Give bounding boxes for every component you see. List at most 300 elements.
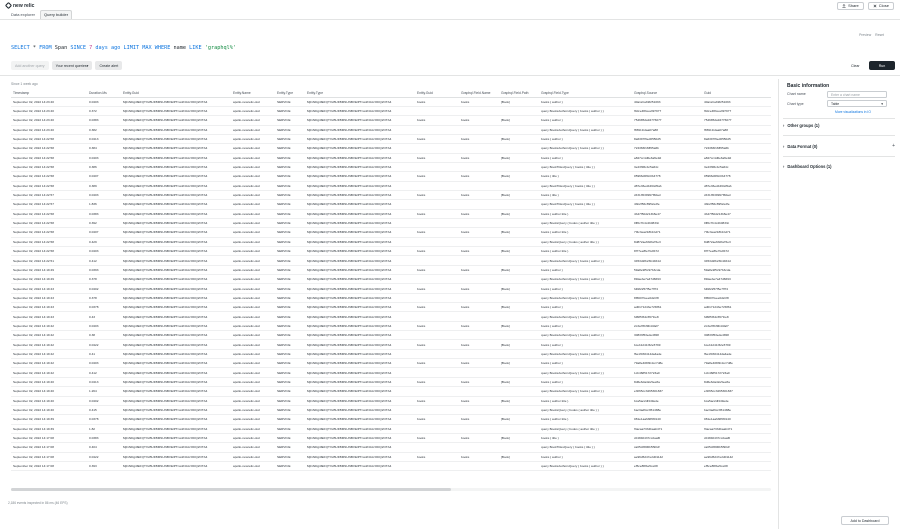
table-cell: SERVICE: [275, 405, 305, 414]
table-cell: apollo-newrelic-okd: [231, 200, 275, 209]
run-button[interactable]: Run: [869, 61, 895, 70]
table-cell: MjI1NDg4fEFQTXxBUFBMSUNBVElPTnw2NzAzODQ2OTA4: [305, 396, 415, 405]
column-header[interactable]: Duration.Ms: [87, 89, 121, 97]
table-cell: [Book]: [499, 265, 539, 274]
table-cell: 0.0407: [87, 172, 121, 181]
table-cell: MjI1NDg4fEFQTXxBUFBMSUNBVElPTnw2NzAzODQ2OTA4: [121, 424, 231, 433]
table-cell: [Book]: [499, 340, 539, 349]
table-row[interactable]: [11, 209, 771, 218]
table-cell: query BooksQuery { books { author title } }: [539, 405, 632, 414]
table-row[interactable]: [11, 265, 771, 274]
table-cell: September 02, 2022 14:19:40: [11, 377, 87, 386]
table-cell: MjI1NDg4fEFQTXxBUFBMSUNBVElPTnw2NzAzODQ2OTA4: [121, 387, 231, 396]
table-cell: books: [415, 433, 459, 442]
chart-type-value: Table: [831, 101, 840, 106]
table-cell: 0.384: [87, 144, 121, 153]
table-cell: 0.0422: [87, 340, 121, 349]
nrql-query-input[interactable]: [11, 45, 236, 51]
table-cell: [Book]: [499, 303, 539, 312]
share-button[interactable]: [837, 2, 864, 10]
table-cell: 0.412: [87, 368, 121, 377]
table-cell: [459, 237, 499, 246]
table-cell: apollo-newrelic-okd: [231, 265, 275, 274]
divider: [783, 156, 895, 157]
table-cell: [499, 181, 539, 190]
table-cell: ca05c8806b5f90df: [632, 443, 702, 452]
table-cell: MjI1NDg4fEFQTXxBUFBMSUNBVElPTnw2NzAzODQ2OTA4: [305, 321, 415, 330]
table-cell: books: [459, 284, 499, 293]
table-cell: SERVICE: [275, 275, 305, 284]
table-row[interactable]: [11, 405, 771, 414]
table-row[interactable]: [11, 97, 771, 106]
table-cell: 4b47f50d213b8e47: [632, 209, 702, 218]
table-row[interactable]: [11, 218, 771, 227]
table-cell: 8fdaebe7a47d6693: [632, 275, 702, 284]
table-cell: apollo-newrelic-okd: [231, 387, 275, 396]
table-cell: SERVICE: [275, 368, 305, 377]
table-cell: September 02, 2022 14:19:49: [11, 275, 87, 284]
table-cell: books { title }: [539, 190, 632, 199]
table-cell: SERVICE: [275, 209, 305, 218]
table-cell: c04840437cc2aaf0: [702, 433, 771, 442]
table-cell: books { author title }: [539, 228, 632, 237]
table-cell: [Book]: [499, 116, 539, 125]
preview-toggle[interactable]: Preview: [859, 33, 872, 37]
table-cell: 0.0383: [87, 116, 121, 125]
table-cell: September 02, 2022 14:19:40: [11, 396, 87, 405]
table-row[interactable]: [11, 153, 771, 162]
table-cell: MjI1NDg4fEFQTXxBUFBMSUNBVElPTnw2NzAzODQ2OTA4: [121, 172, 231, 181]
table-cell: MjI1NDg4fEFQTXxBUFBMSUNBVElPTnw2NzAzODQ2OTA4: [121, 340, 231, 349]
table-cell: SERVICE: [275, 134, 305, 143]
recent-queries-button[interactable]: [52, 61, 93, 70]
table-cell: MjI1NDg4fEFQTXxBUFBMSUNBVElPTnw2NzAzODQ2OTA4: [121, 321, 231, 330]
table-cell: MjI1NDg4fEFQTXxBUFBMSUNBVElPTnw2NzAzODQ2OTA4: [305, 265, 415, 274]
table-cell: ef1f65cc3465301837: [702, 387, 771, 396]
table-cell: books: [459, 116, 499, 125]
table-cell: September 02, 2022 14:22:58: [11, 144, 87, 153]
more-visualizations-link[interactable]: More visualizations in IO: [835, 110, 871, 114]
table-cell: [Book]: [499, 134, 539, 143]
table-row[interactable]: [11, 433, 771, 442]
table-row[interactable]: [11, 303, 771, 312]
table-cell: 1cb4685172723a0: [632, 368, 702, 377]
table-cell: [415, 312, 459, 321]
table-cell: MjI1NDg4fEFQTXxBUFBMSUNBVElPTnw2NzAzODQ2OTA4: [121, 228, 231, 237]
table-cell: 0.378: [87, 275, 121, 284]
table-cell: apollo-newrelic-okd: [231, 134, 275, 143]
table-cell: MjI1NDg4fEFQTXxBUFBMSUNBVElPTnw2NzAzODQ2OTA4: [305, 153, 415, 162]
table-cell: 2c3a78bf9b44faf7: [702, 321, 771, 330]
divider: [783, 118, 895, 119]
table-row[interactable]: [11, 293, 771, 302]
table-cell: bac3ad6cc951488e: [702, 405, 771, 414]
query-token: SINCE: [70, 45, 90, 51]
table-cell: 05966d6f0c0b4778: [702, 172, 771, 181]
reset-link[interactable]: Reset: [875, 33, 884, 37]
table-cell: [Book]: [499, 190, 539, 199]
table-cell: MjI1NDg4fEFQTXxBUFBMSUNBVElPTnw2NzAzODQ2OTA4: [305, 106, 415, 115]
table-cell: 0.0403: [87, 359, 121, 368]
table-cell: books: [459, 359, 499, 368]
table-cell: [499, 218, 539, 227]
table-cell: books: [415, 340, 459, 349]
table-cell: 0.0413: [87, 377, 121, 386]
table-row[interactable]: [11, 200, 771, 209]
table-cell: September 02, 2022 14:17:08: [11, 443, 87, 452]
table-cell: books: [459, 134, 499, 143]
table-cell: apollo-newrelic-okd: [231, 293, 275, 302]
table-cell: 0ff0c7b4c4b0833c: [632, 218, 702, 227]
table-cell: books: [459, 172, 499, 181]
table-cell: books: [415, 377, 459, 386]
table-cell: 8f6607feee0d2cf8: [702, 293, 771, 302]
table-row[interactable]: [11, 228, 771, 237]
column-header[interactable]: Graphql.Field.Name: [459, 89, 499, 97]
table-cell: MjI1NDg4fEFQTXxBUFBMSUNBVElPTnw2NzAzODQ2OTA4: [121, 396, 231, 405]
table-cell: MjI1NDg4fEFQTXxBUFBMSUNBVElPTnw2NzAzODQ2OTA4: [305, 97, 415, 106]
table-cell: [415, 331, 459, 340]
table-cell: 0.0403: [87, 153, 121, 162]
table-cell: books { author }: [539, 321, 632, 330]
table-row[interactable]: [11, 190, 771, 199]
column-header[interactable]: Guid: [702, 89, 771, 97]
table-cell: 724366f16ff65a6b: [632, 144, 702, 153]
new-relic-logo[interactable]: [6, 3, 34, 9]
table-row[interactable]: [11, 415, 771, 424]
table-cell: MjI1NDg4fEFQTXxBUFBMSUNBVElPTnw2NzAzODQ2OTA4: [305, 405, 415, 414]
table-cell: MjI1NDg4fEFQTXxBUFBMSUNBVElPTnw2NzAzODQ2OTA4: [305, 312, 415, 321]
table-cell: [Book]: [499, 321, 539, 330]
table-cell: [459, 125, 499, 134]
table-cell: 1.82: [87, 424, 121, 433]
section-other-groups[interactable]: [783, 123, 895, 128]
table-cell: books { author }: [539, 265, 632, 274]
table-cell: MjI1NDg4fEFQTXxBUFBMSUNBVElPTnw2NzAzODQ2OTA4: [121, 144, 231, 153]
table-cell: 8d6e6da42e5ee8a: [632, 377, 702, 386]
table-cell: [Book]: [499, 359, 539, 368]
table-cell: [459, 144, 499, 153]
table-row[interactable]: [11, 321, 771, 330]
table-row[interactable]: [11, 181, 771, 190]
table-cell: 8d872ae6b0fa76e3: [632, 237, 702, 246]
table-cell: 0.429: [87, 237, 121, 246]
query-token: name: [173, 45, 190, 51]
table-cell: SERVICE: [275, 144, 305, 153]
table-cell: September 02, 2022 14:19:42: [11, 359, 87, 368]
add-query-button[interactable]: Add another query: [11, 61, 49, 70]
column-header[interactable]: Entity.Guid: [121, 89, 231, 97]
table-cell: MjI1NDg4fEFQTXxBUFBMSUNBVElPTnw2NzAzODQ2OTA4: [305, 116, 415, 125]
table-row[interactable]: [11, 424, 771, 433]
table-cell: apollo-newrelic-okd: [231, 349, 275, 358]
table-cell: September 02, 2022 14:19:42: [11, 368, 87, 377]
table-row[interactable]: [11, 452, 771, 461]
table-cell: books { author }: [539, 97, 632, 106]
table-cell: 8f77ee8fe7fe8472: [702, 247, 771, 256]
table-cell: SERVICE: [275, 228, 305, 237]
table-cell: 8a6397f9ed0550d5: [702, 134, 771, 143]
column-header[interactable]: Graphql.Field.Type: [539, 89, 632, 97]
table-cell: MjI1NDg4fEFQTXxBUFBMSUNBVElPTnw2NzAzODQ2OTA4: [305, 349, 415, 358]
table-cell: MjI1NDg4fEFQTXxBUFBMSUNBVElPTnw2NzAzODQ2OTA4: [121, 377, 231, 386]
table-cell: MjI1NDg4fEFQTXxBUFBMSUNBVElPTnw2NzAzODQ2OTA4: [305, 144, 415, 153]
table-cell: SERVICE: [275, 125, 305, 134]
column-header[interactable]: Entity.Type: [305, 89, 415, 97]
table-row[interactable]: [11, 284, 771, 293]
table-cell: [459, 293, 499, 302]
table-cell: [415, 237, 459, 246]
table-cell: MjI1NDg4fEFQTXxBUFBMSUNBVElPTnw2NzAzODQ2OTA4: [121, 162, 231, 171]
table-cell: MjI1NDg4fEFQTXxBUFBMSUNBVElPTnw2NzAzODQ2OTA4: [121, 461, 231, 470]
table-cell: [499, 162, 539, 171]
table-cell: SERVICE: [275, 387, 305, 396]
table-cell: [415, 125, 459, 134]
table-row[interactable]: [11, 461, 771, 470]
table-cell: 8f77ee8fe7fe8472: [632, 247, 702, 256]
table-cell: [Book]: [499, 284, 539, 293]
table-row[interactable]: [11, 349, 771, 358]
table-cell: [415, 405, 459, 414]
table-cell: 8d872ae6b0fa76e3: [702, 237, 771, 246]
table-cell: 0.415: [87, 405, 121, 414]
table-cell: query BooksAuthorsQuery { books { author } }: [539, 349, 632, 358]
close-label: Close: [878, 3, 889, 8]
table-cell: 79a8e4083b4cc7d8e: [632, 359, 702, 368]
add-to-dashboard-button[interactable]: Add to Dashboard: [841, 516, 889, 525]
table-cell: SERVICE: [275, 200, 305, 209]
table-cell: MjI1NDg4fEFQTXxBUFBMSUNBVElPTnw2NzAzODQ2OTA4: [121, 331, 231, 340]
plus-icon[interactable]: +: [892, 143, 895, 149]
share-icon: [842, 4, 846, 8]
table-cell: 724366f16ff65a6b: [702, 144, 771, 153]
table-cell: apollo-newrelic-okd: [231, 433, 275, 442]
table-row[interactable]: [11, 368, 771, 377]
table-cell: [415, 144, 459, 153]
table-cell: [415, 424, 459, 433]
column-header[interactable]: Graphql.Source: [632, 89, 702, 97]
section-data-format[interactable]: [783, 143, 895, 149]
table-cell: [415, 349, 459, 358]
section-label: Dashboard Options (1): [787, 164, 832, 169]
table-cell: MjI1NDg4fEFQTXxBUFBMSUNBVElPTnw2NzAzODQ2OTA4: [305, 228, 415, 237]
table-cell: books: [459, 190, 499, 199]
table-cell: query BooksAuthorsQuery { books { author } }: [539, 368, 632, 377]
table-cell: MjI1NDg4fEFQTXxBUFBMSUNBVElPTnw2NzAzODQ2OTA4: [305, 443, 415, 452]
table-cell: [459, 200, 499, 209]
table-row[interactable]: [11, 359, 771, 368]
table-cell: MjI1NDg4fEFQTXxBUFBMSUNBVElPTnw2NzAzODQ2OTA4: [305, 125, 415, 134]
table-cell: ad0171243e7c5861: [632, 303, 702, 312]
table-cell: [459, 387, 499, 396]
table-cell: apollo-newrelic-okd: [231, 275, 275, 284]
clear-button[interactable]: Clear: [851, 63, 860, 68]
table-cell: [459, 312, 499, 321]
table-cell: 0.0378: [87, 303, 121, 312]
table-cell: query BooksAuthorsQuery { books { author } }: [539, 312, 632, 321]
table-cell: MjI1NDg4fEFQTXxBUFBMSUNBVElPTnw2NzAzODQ2OTA4: [121, 359, 231, 368]
chevron-right-icon: ›: [783, 164, 785, 169]
table-cell: [459, 368, 499, 377]
column-header[interactable]: Entity.Name: [231, 89, 275, 97]
table-cell: [Book]: [499, 153, 539, 162]
create-alert-button[interactable]: Create alert: [95, 61, 122, 70]
table-cell: apollo-newrelic-okd: [231, 461, 275, 470]
table-cell: MjI1NDg4fEFQTXxBUFBMSUNBVElPTnw2NzAzODQ2OTA4: [121, 303, 231, 312]
table-cell: fdb82257f5e7ff74: [702, 284, 771, 293]
table-cell: September 02, 2022 14:22:58: [11, 228, 87, 237]
table-cell: query BooksQuery { books { author title } }: [539, 237, 632, 246]
table-cell: MjI1NDg4fEFQTXxBUFBMSUNBVElPTnw2NzAzODQ2OTA4: [121, 106, 231, 115]
table-cell: MjI1NDg4fEFQTXxBUFBMSUNBVElPTnw2NzAzODQ2OTA4: [305, 377, 415, 386]
section-label: Data Format (0): [787, 143, 818, 149]
table-cell: books: [459, 396, 499, 405]
table-cell: 3e23f96c4c5a64c: [632, 162, 702, 171]
table-row[interactable]: [11, 331, 771, 340]
table-row[interactable]: [11, 116, 771, 125]
tab-data-explorer[interactable]: Data explorer: [11, 12, 36, 17]
table-row[interactable]: [11, 340, 771, 349]
table-cell: MjI1NDg4fEFQTXxBUFBMSUNBVElPTnw2NzAzODQ2OTA4: [305, 200, 415, 209]
table-cell: [459, 424, 499, 433]
column-header[interactable]: Entity.Guid: [415, 89, 459, 97]
table-row[interactable]: [11, 134, 771, 143]
table-cell: apollo-newrelic-okd: [231, 218, 275, 227]
table-cell: September 02, 2022 14:22:57: [11, 200, 87, 209]
table-cell: fdb82257f5e7ff74: [632, 284, 702, 293]
table-row[interactable]: [11, 144, 771, 153]
chart-name-input[interactable]: Enter a chart name: [827, 91, 887, 98]
table-cell: query BookTitlesQuery { books { title } }: [539, 181, 632, 190]
column-header[interactable]: Graphql.Field.Path: [499, 89, 539, 97]
table-cell: books: [415, 153, 459, 162]
column-header[interactable]: Timestamp: [11, 89, 87, 97]
table-cell: MjI1NDg4fEFQTXxBUFBMSUNBVElPTnw2NzAzODQ2OTA4: [121, 247, 231, 256]
table-cell: apollo-newrelic-okd: [231, 106, 275, 115]
scrollbar-thumb[interactable]: [11, 488, 451, 491]
table-cell: books { author }: [539, 359, 632, 368]
table-row[interactable]: [11, 275, 771, 284]
table-cell: SERVICE: [275, 265, 305, 274]
table-cell: books { author }: [539, 116, 632, 125]
table-cell: fd685f34c657fce8: [632, 312, 702, 321]
table-row[interactable]: [11, 396, 771, 405]
table-cell: ef5ce8f8be5ce08: [632, 461, 702, 470]
table-cell: [499, 368, 539, 377]
table-cell: books: [459, 377, 499, 386]
table-row[interactable]: [11, 387, 771, 396]
table-cell: [499, 424, 539, 433]
table-cell: MjI1NDg4fEFQTXxBUFBMSUNBVElPTnw2NzAzODQ2OTA4: [305, 461, 415, 470]
table-cell: MjI1NDg4fEFQTXxBUFBMSUNBVElPTnw2NzAzODQ2OTA4: [121, 153, 231, 162]
table-cell: 40a12cab9f251093: [702, 97, 771, 106]
table-cell: SERVICE: [275, 153, 305, 162]
table-row[interactable]: [11, 377, 771, 386]
table-cell: books { author }: [539, 284, 632, 293]
table-cell: SERVICE: [275, 312, 305, 321]
table-cell: [415, 387, 459, 396]
table-cell: 0.392: [87, 218, 121, 227]
table-cell: 0.378: [87, 293, 121, 302]
table-row[interactable]: [11, 237, 771, 246]
table-cell: [499, 405, 539, 414]
new-relic-logo-icon: [5, 2, 12, 9]
close-button[interactable]: [868, 2, 894, 10]
table-cell: 081e1aafd9f6f0140: [702, 415, 771, 424]
table-row[interactable]: [11, 247, 771, 256]
section-dashboard-options[interactable]: [783, 164, 895, 169]
table-row[interactable]: [11, 172, 771, 181]
table-cell: query BooksAuthorsQuery { books { author } }: [539, 275, 632, 284]
query-token: FROM: [39, 45, 55, 51]
table-row[interactable]: [11, 162, 771, 171]
table-cell: books: [415, 284, 459, 293]
table-cell: 2c3a78bf9b44faf7: [632, 321, 702, 330]
table-cell: September 02, 2022 14:19:43: [11, 293, 87, 302]
table-cell: apollo-newrelic-okd: [231, 359, 275, 368]
tab-query-builder[interactable]: Query builder: [40, 10, 72, 19]
table-cell: 4bb2f56c8952e2fe: [632, 200, 702, 209]
table-cell: SERVICE: [275, 162, 305, 171]
table-cell: apollo-newrelic-okd: [231, 237, 275, 246]
table-cell: SERVICE: [275, 377, 305, 386]
table-cell: MjI1NDg4fEFQTXxBUFBMSUNBVElPTnw2NzAzODQ2OTA4: [305, 387, 415, 396]
table-cell: September 02, 2022 14:19:39: [11, 415, 87, 424]
table-cell: MjI1NDg4fEFQTXxBUFBMSUNBVElPTnw2NzAzODQ2OTA4: [121, 237, 231, 246]
table-cell: MjI1NDg4fEFQTXxBUFBMSUNBVElPTnw2NzAzODQ2OTA4: [305, 284, 415, 293]
table-cell: SERVICE: [275, 349, 305, 358]
column-header[interactable]: Entity.Type: [275, 89, 305, 97]
table-row[interactable]: [11, 106, 771, 115]
table-cell: 7f4c3ea218b1bd71: [632, 228, 702, 237]
table-cell: [459, 181, 499, 190]
table-cell: MjI1NDg4fEFQTXxBUFBMSUNBVElPTnw2NzAzODQ2OTA4: [305, 134, 415, 143]
table-cell: SERVICE: [275, 443, 305, 452]
table-header-row: [11, 89, 771, 97]
table-row[interactable]: [11, 312, 771, 321]
table-row[interactable]: [11, 256, 771, 265]
table-cell: 1cb4685172723a0: [702, 368, 771, 377]
table-cell: 081e1aafd9f6f0140: [632, 415, 702, 424]
chart-name-label: Chart name: [787, 92, 806, 96]
table-cell: MjI1NDg4fEFQTXxBUFBMSUNBVElPTnw2NzAzODQ2OTA4: [121, 265, 231, 274]
table-cell: apollo-newrelic-okd: [231, 116, 275, 125]
table-cell: September 02, 2022 14:19:39: [11, 424, 87, 433]
table-cell: 0.393: [87, 461, 121, 470]
table-cell: MjI1NDg4fEFQTXxBUFBMSUNBVElPTnw2NzAzODQ2OTA4: [305, 190, 415, 199]
horizontal-scrollbar[interactable]: [11, 488, 771, 491]
table-cell: [415, 218, 459, 227]
table-cell: fb0ce4f8cea397977: [702, 106, 771, 115]
table-cell: MjI1NDg4fEFQTXxBUFBMSUNBVElPTnw2NzAzODQ2OTA4: [305, 359, 415, 368]
table-row[interactable]: [11, 125, 771, 134]
table-cell: September 02, 2022 14:19:43: [11, 312, 87, 321]
table-cell: SERVICE: [275, 340, 305, 349]
table-cell: [459, 162, 499, 171]
table-cell: SERVICE: [275, 424, 305, 433]
table-cell: [Book]: [499, 97, 539, 106]
table-cell: 79a8e4083b4cc7d8e: [702, 359, 771, 368]
chart-type-select[interactable]: [827, 100, 887, 107]
table-cell: September 02, 2022 14:22:58: [11, 209, 87, 218]
table-cell: apollo-newrelic-okd: [231, 321, 275, 330]
table-row[interactable]: [11, 443, 771, 452]
chevron-right-icon: ›: [783, 143, 785, 149]
table-cell: MjI1NDg4fEFQTXxBUFBMSUNBVElPTnw2NzAzODQ2OTA4: [121, 275, 231, 284]
table-cell: f6591fcdaa07a88: [632, 125, 702, 134]
table-cell: books: [459, 415, 499, 424]
table-cell: query BooksAuthorsQuery { books { author } }: [539, 125, 632, 134]
